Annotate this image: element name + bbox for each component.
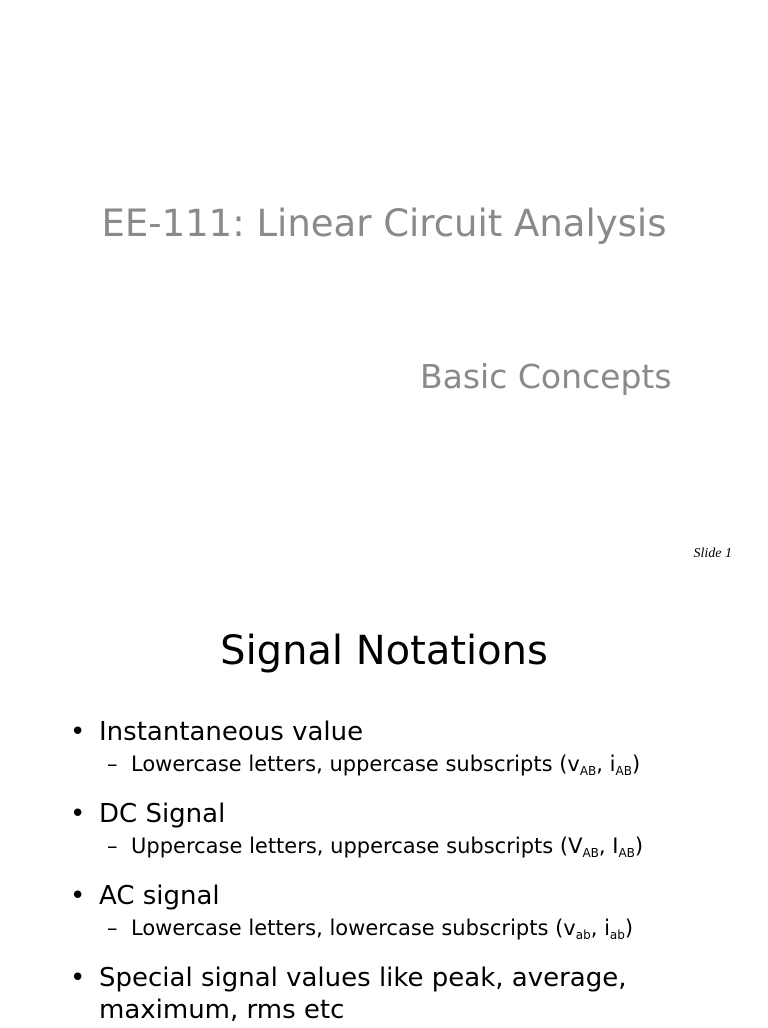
bullet-text: • DC Signal bbox=[70, 798, 710, 830]
sub-bullet-text: Lowercase letters, lowercase subscripts ( bbox=[131, 916, 564, 940]
separator: , bbox=[596, 752, 610, 776]
list-item bbox=[70, 798, 710, 860]
symbol: I bbox=[612, 834, 619, 858]
symbol: i bbox=[609, 752, 616, 776]
closing-paren: ) bbox=[624, 916, 634, 940]
subscript: ab bbox=[575, 928, 591, 942]
list-item bbox=[70, 962, 710, 1026]
slide-number: Slide 1 bbox=[693, 546, 732, 561]
symbol: v bbox=[567, 752, 580, 776]
symbol: i bbox=[604, 916, 610, 940]
sub-bullet bbox=[70, 832, 710, 860]
sub-bullet-text: Uppercase letters, uppercase subscripts ( bbox=[131, 834, 569, 858]
sub-bullet bbox=[70, 914, 710, 942]
separator: , bbox=[590, 916, 605, 940]
closing-paren: ) bbox=[631, 752, 641, 776]
subscript: ab bbox=[609, 928, 625, 942]
bullet-text: • Instantaneous value bbox=[70, 716, 710, 748]
closing-paren: ) bbox=[634, 834, 644, 858]
dash-marker: – bbox=[107, 916, 118, 940]
slide-title: EE-111: Linear Circuit Analysis bbox=[101, 202, 667, 245]
bullet-text: • AC signal bbox=[70, 880, 710, 912]
slide-title: Signal Notations bbox=[220, 628, 548, 674]
bullet-list bbox=[70, 716, 710, 1028]
slide-2 bbox=[0, 576, 768, 1024]
list-item bbox=[70, 880, 710, 942]
sub-bullet bbox=[70, 750, 710, 778]
dash-marker: – bbox=[107, 752, 118, 776]
slide-subtitle: Basic Concepts bbox=[420, 357, 672, 396]
symbol: v bbox=[563, 916, 576, 940]
subscript: AB bbox=[582, 846, 599, 860]
separator: , bbox=[598, 834, 613, 858]
dash-marker: – bbox=[107, 834, 118, 858]
subscript: AB bbox=[579, 764, 597, 778]
sub-bullet-text: Lowercase letters, uppercase subscripts ( bbox=[131, 752, 568, 776]
bullet-text: • Special signal values like peak, average, maximum, rms etc bbox=[70, 962, 710, 1026]
subscript: AB bbox=[618, 846, 635, 860]
list-item bbox=[70, 716, 710, 778]
symbol: V bbox=[568, 834, 583, 858]
subscript: AB bbox=[615, 764, 632, 778]
